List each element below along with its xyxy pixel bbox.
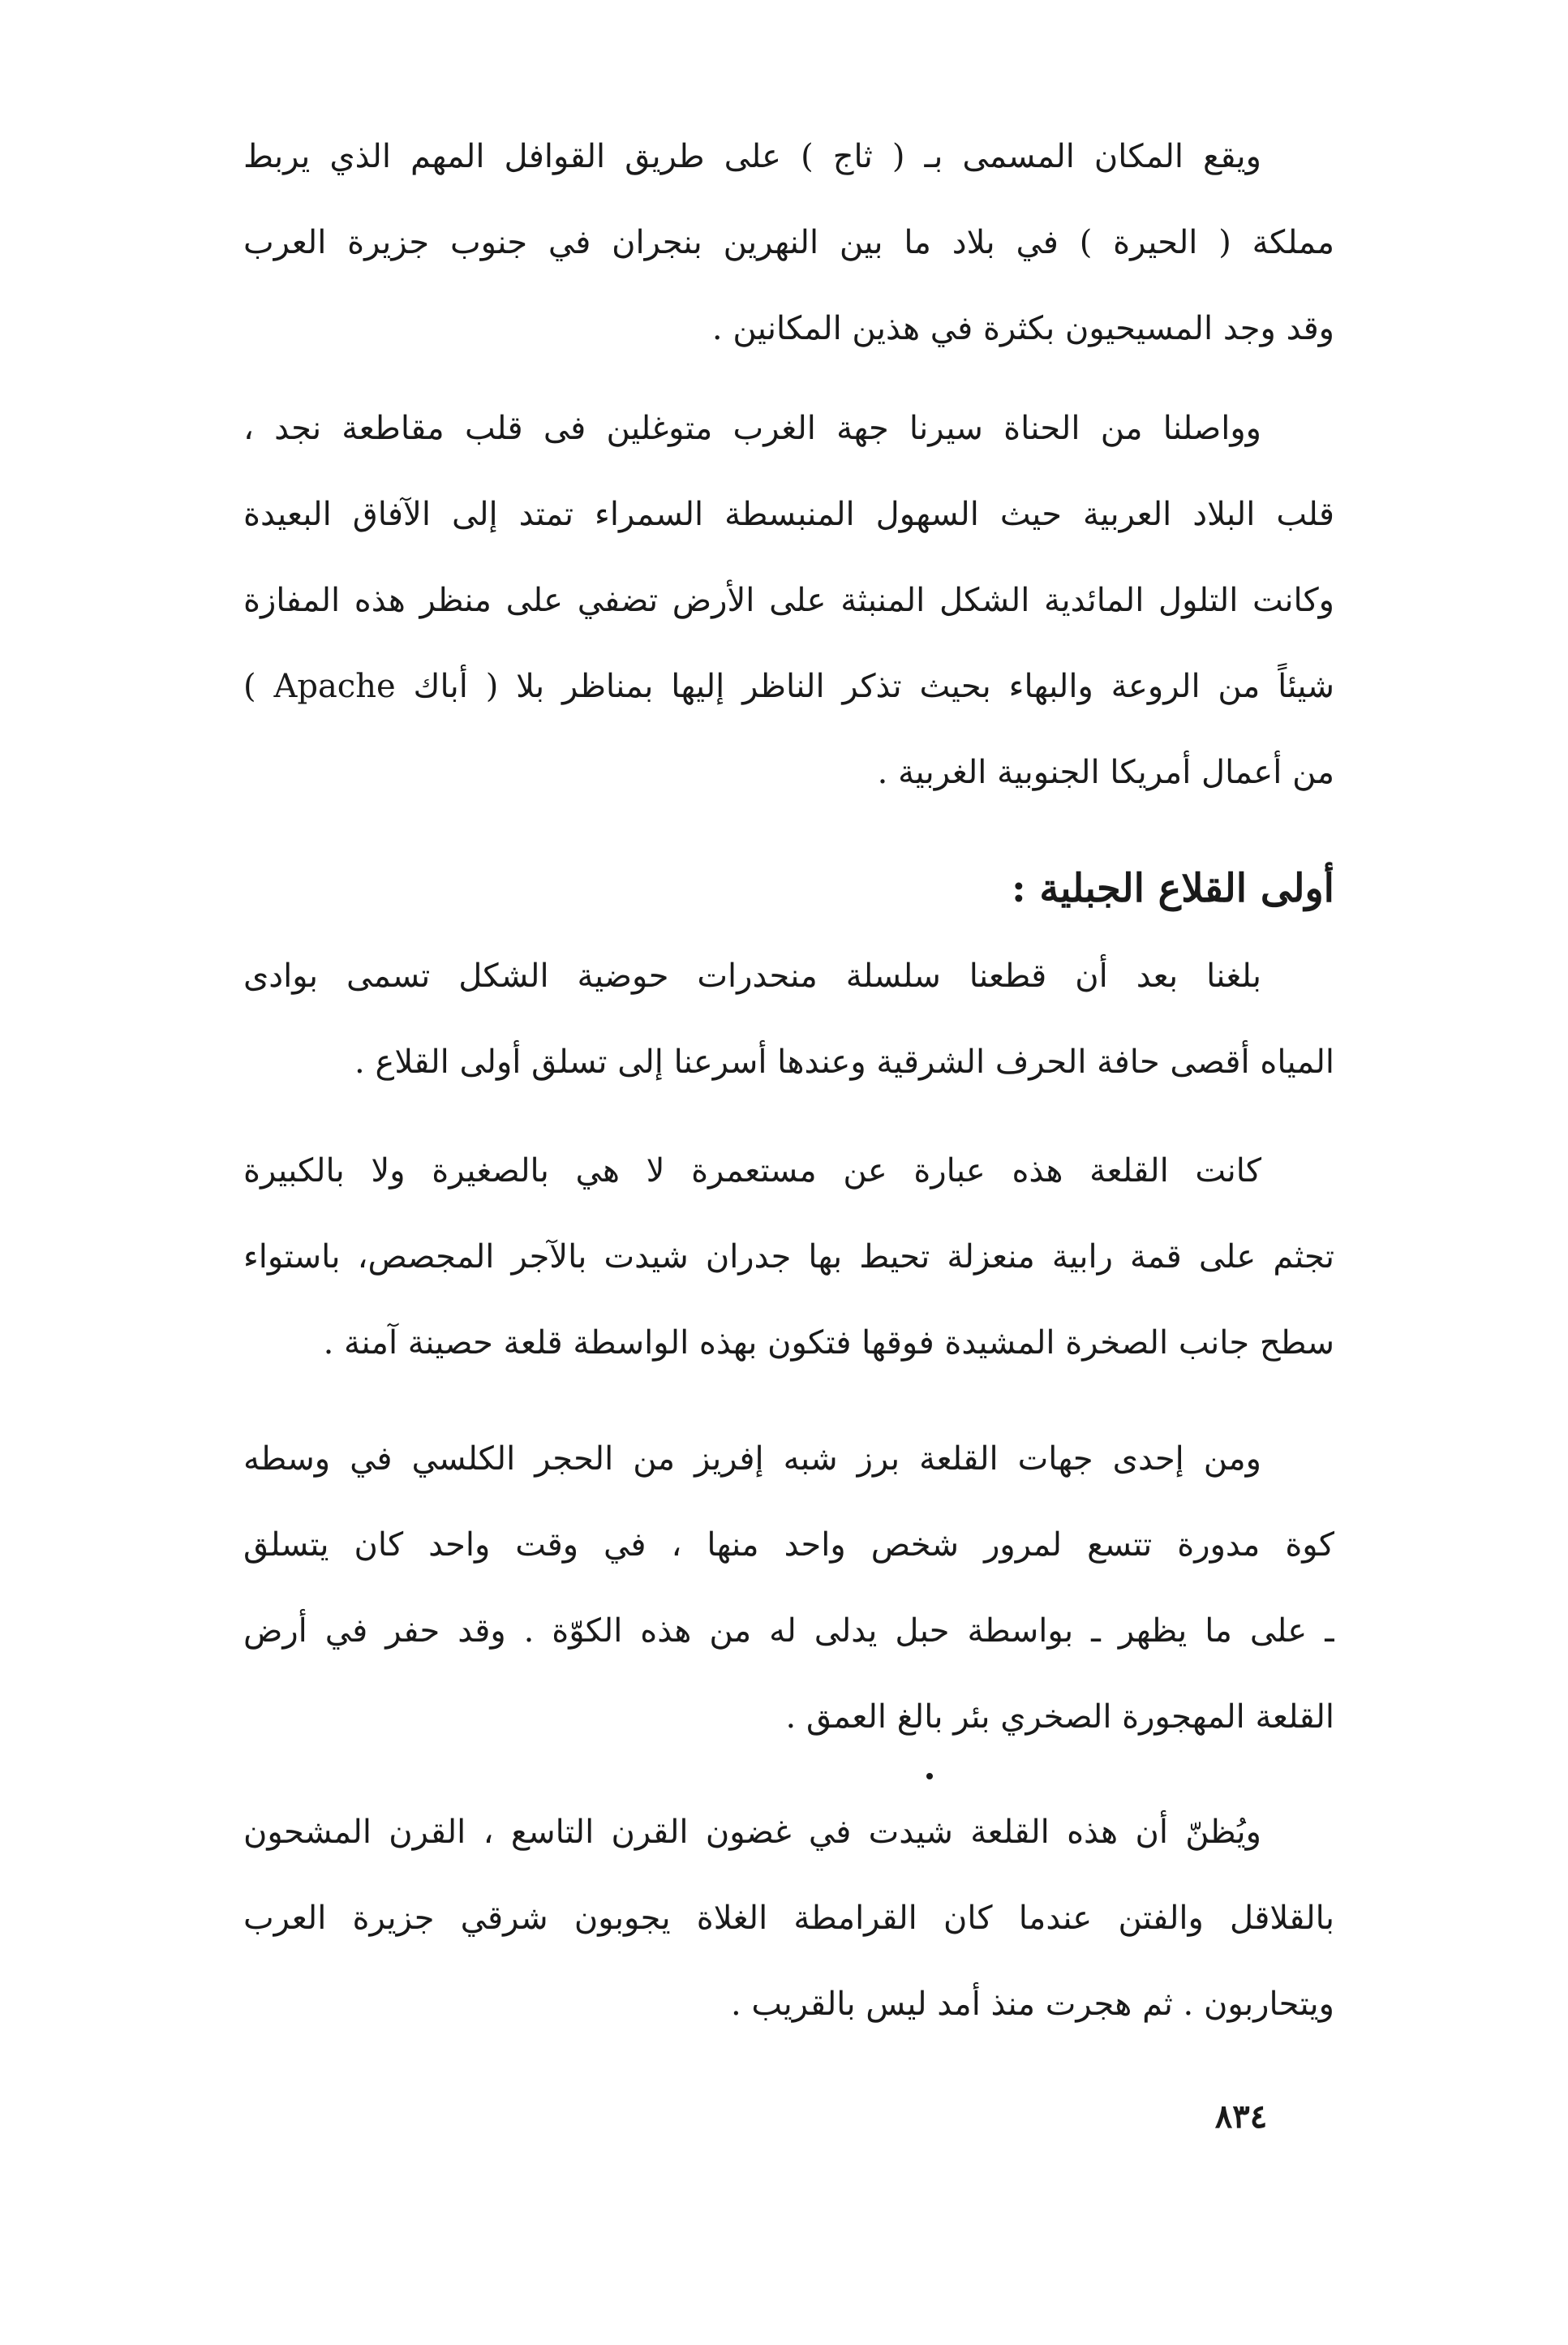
paragraph-line: ـ على ما يظهر ـ بواسطة حبل يدلى له من هذه الكوّة . وقد حفر في أرض xyxy=(243,1612,1334,1650)
ink-mark xyxy=(926,1773,933,1779)
paragraph-line: ويتحاربون . ثم هجرت منذ أمد ليس بالقريب . xyxy=(730,1986,1334,2023)
paragraph-line: القلعة المهجورة الصخري بئر بالغ العمق . xyxy=(785,1698,1334,1736)
paragraph-line: المياه أقصى حافة الحرف الشرقية وعندها أسرعنا إلى تسلق أولى القلاع . xyxy=(354,1043,1334,1081)
paragraph-line: بلغنا بعد أن قطعنا سلسلة منحدرات حوضية الشكل تسمى بوادى xyxy=(243,957,1261,995)
paragraph-line: قلب البلاد العربية حيث السهول المنبسطة السمراء تمتد إلى الآفاق البعيدة xyxy=(243,496,1334,533)
paragraph-5 xyxy=(243,1416,1334,1760)
paragraph-line: بالقلاقل والفتن عندما كان القرامطة الغلاة يجوبون شرقي جزيرة العرب xyxy=(243,1900,1334,1937)
paragraph-4 xyxy=(243,1128,1334,1386)
paragraph-line: سطح جانب الصخرة المشيدة فوقها فتكون بهذه الواسطة قلعة حصينة آمنة . xyxy=(323,1324,1334,1362)
page-number: ٨٣٤ xyxy=(1214,2098,1268,2136)
paragraph-line: ويقع المكان المسمى بـ ( ثاج ) على طريق القوافل المهم الذي يربط xyxy=(243,138,1261,175)
paragraph-line: تجثم على قمة رابية منعزلة تحيط بها جدران شيدت بالآجر المجصص، باستواء xyxy=(243,1238,1334,1276)
paragraph-2 xyxy=(243,385,1334,815)
paragraph-line: من أعمال أمريكا الجنوبية الغربية . xyxy=(877,754,1334,791)
paragraph-line: شيئاً من الروعة والبهاء بحيث تذكر الناظر إليها بمناظر بلا ( أباك Apache ) xyxy=(243,668,1334,705)
paragraph-6 xyxy=(243,1789,1334,2047)
paragraph-1 xyxy=(243,114,1334,372)
paragraph-line: ومن إحدى جهات القلعة برز شبه إفريز من الحجر الكلسي في وسطه xyxy=(243,1440,1261,1478)
paragraph-line: ويُظنّ أن هذه القلعة شيدت في غضون القرن التاسع ، القرن المشحون xyxy=(243,1814,1261,1851)
paragraph-line: وواصلنا من الحناة سيرنا جهة الغرب متوغلين فى قلب مقاطعة نجد ، xyxy=(243,410,1261,447)
paragraph-3 xyxy=(243,933,1334,1105)
paragraph-line: مملكة ( الحيرة ) في بلاد ما بين النهرين بنجران في جنوب جزيرة العرب xyxy=(243,224,1334,261)
paragraph-line: وكانت التلول المائدية الشكل المنبثة على الأرض تضفي على منظر هذه المفازة xyxy=(243,582,1334,619)
section-heading: أولى القلاع الجبلية : xyxy=(1011,866,1334,911)
paragraph-line: كوة مدورة تتسع لمرور شخص واحد منها ، في وقت واحد كان يتسلق xyxy=(243,1526,1334,1564)
paragraph-line: كانت القلعة هذه عبارة عن مستعمرة لا هي بالصغيرة ولا بالكبيرة xyxy=(243,1152,1261,1190)
paragraph-line: وقد وجد المسيحيون بكثرة في هذين المكانين . xyxy=(711,310,1334,347)
